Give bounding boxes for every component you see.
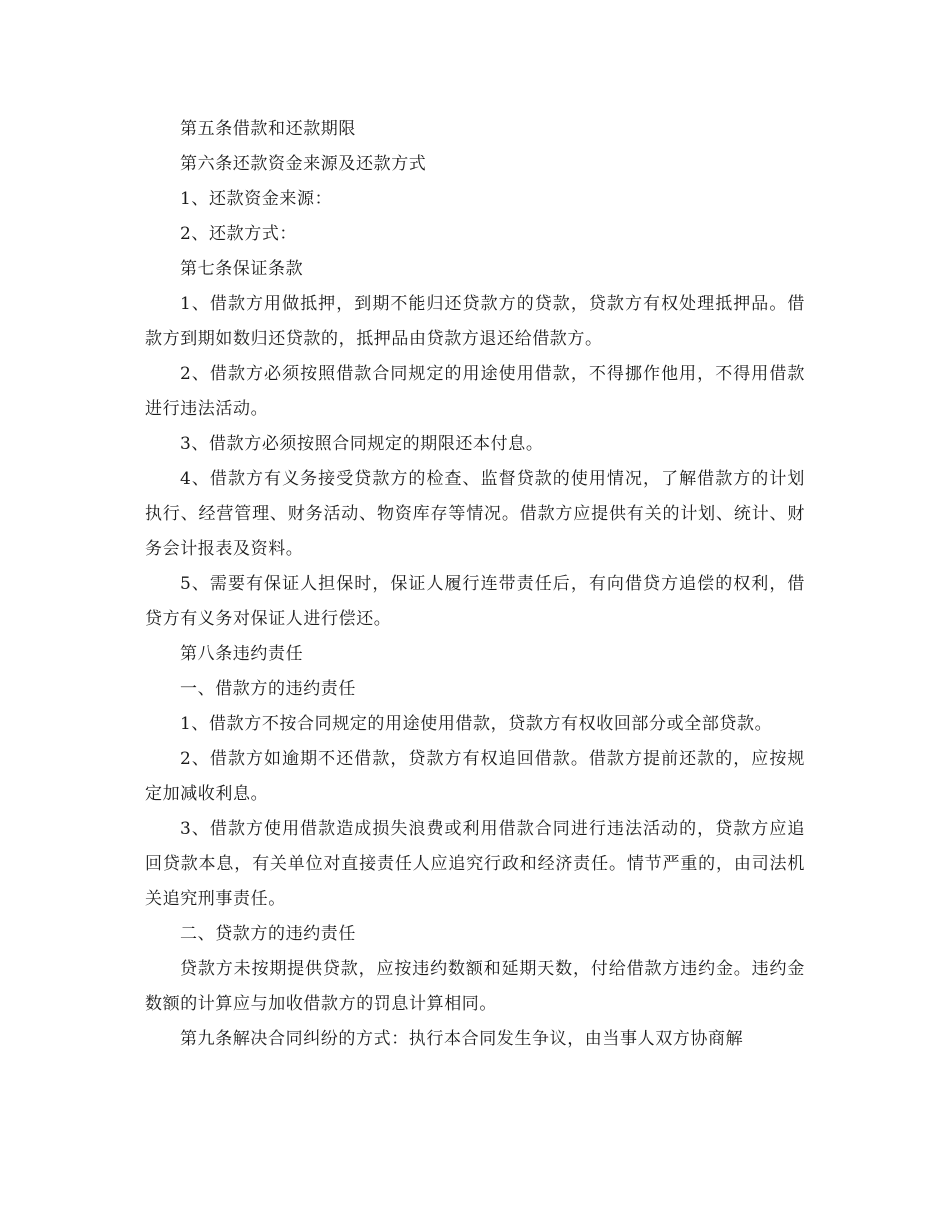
paragraph-article-8-title: 第八条违约责任 [180,644,304,664]
paragraph-article-6-title: 第六条还款资金来源及还款方式 [180,154,427,174]
paragraph-guarantee-4: 4、借款方有义务接受贷款方的检查、监督贷款的使用情况，了解借款方的计划执行、经营管理、财务活动、物资库存等情况。借款方应提供有关的计划、统计、财务会计报表及资料。 [145,469,805,559]
paragraph-article-5-title: 第五条借款和还款期限 [180,119,356,139]
paragraph-article-7-title: 第七条保证条款 [180,259,304,279]
paragraph-borrower-liability-title: 一、借款方的违约责任 [180,679,356,699]
paragraph-article-9-text: 第九条解决合同纠纷的方式：执行本合同发生争议，由当事人双方协商解 [180,1029,744,1049]
paragraph-lender-liability-title: 二、贷款方的违约责任 [180,924,356,944]
paragraph-borrower-liability-3: 3、借款方使用借款造成损失浪费或利用借款合同进行违法活动的，贷款方应追回贷款本息，有关单位对直接责任人应追究行政和经济责任。情节严重的，由司法机关追究刑事责任。 [145,819,805,909]
paragraph-guarantee-5: 5、需要有保证人担保时，保证人履行连带责任后，有向借贷方追偿的权利，借贷方有义务对保证人进行偿还。 [145,574,805,629]
paragraph-guarantee-2: 2、借款方必须按照借款合同规定的用途使用借款，不得挪作他用，不得用借款进行违法活动。 [145,364,805,419]
paragraph-repayment-source: 1、还款资金来源： [180,189,333,209]
paragraph-lender-liability-text: 贷款方未按期提供贷款，应按违约数额和延期天数，付给借款方违约金。违约金数额的计算应与加收借款方的罚息计算相同。 [145,959,805,1014]
paragraph-guarantee-3: 3、借款方必须按照合同规定的期限还本付息。 [180,434,544,454]
paragraph-borrower-liability-2: 2、借款方如逾期不还借款，贷款方有权追回借款。借款方提前还款的，应按规定加减收利息。 [145,749,805,804]
document-body [145,112,805,1057]
paragraph-repayment-method: 2、还款方式： [180,224,298,244]
paragraph-guarantee-1: 1、借款方用做抵押，到期不能归还贷款方的贷款，贷款方有权处理抵押品。借款方到期如数归还贷款的，抵押品由贷款方退还给借款方。 [145,294,805,349]
paragraph-borrower-liability-1: 1、借款方不按合同规定的用途使用借款，贷款方有权收回部分或全部贷款。 [180,714,773,734]
